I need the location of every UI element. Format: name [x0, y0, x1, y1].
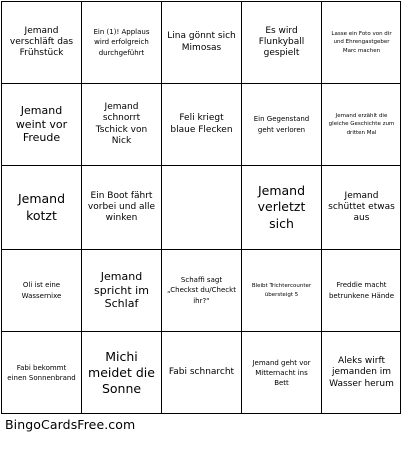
cell-text: Schaffi sagt „Checkst du/Checkt ihr?“ [167, 276, 236, 305]
cell-text: Ein Boot fährt vorbei und alle winken [87, 190, 156, 224]
cell-text: Aleks wirft jemanden im Wasser herum [329, 356, 394, 389]
bingo-cell [1, 165, 81, 249]
bingo-cell [161, 249, 241, 331]
cell-text: Oli ist eine Wassernixe [21, 281, 62, 300]
cell-text: Bleibt Trichtercounter übersteigt 5 [251, 282, 312, 298]
footer-brand: BingoCardsFree.com [5, 417, 136, 432]
bingo-cell [241, 83, 321, 165]
cell-text: Es wird Flunkyball gespielt [258, 25, 305, 59]
bingo-cell [1, 249, 81, 331]
cell-text: Jemand verschläft das Frühstück [9, 25, 74, 59]
bingo-cell [161, 1, 241, 83]
cell-text: Jemand geht vor Mitternacht ins Bett [252, 358, 311, 388]
cell-text: Michi meidet die Sonne [88, 348, 155, 397]
cell-text: Jemand schnorrt Tschick von Nick [95, 102, 148, 146]
bingo-cell [161, 83, 241, 165]
bingo-cell [241, 1, 321, 83]
cell-text: Jemand weint vor Freude [15, 103, 68, 145]
bingo-cell [321, 331, 401, 414]
cell-text: Lasse ein Foto von dir und Ehrengastgeber Marc machen [331, 30, 392, 54]
cell-text: Freddie macht betrunkene Hände [328, 281, 395, 300]
bingo-cell [81, 1, 161, 83]
cell-text: Lina gönnt sich Mimosas [167, 31, 236, 53]
bingo-cell [321, 1, 401, 83]
bingo-cell [1, 331, 81, 414]
free-space-cell [161, 165, 241, 249]
cell-text: Ein Gegenstand geht verloren [253, 115, 310, 134]
bingo-cell [241, 249, 321, 331]
cell-text: Jemand erzählt die gleiche Geschichte zum dritten Mal [328, 112, 395, 136]
cell-text: Jemand spricht im Schlaf [94, 269, 149, 311]
bingo-cell [241, 165, 321, 249]
bingo-cell [321, 83, 401, 165]
cell-text: Feli kriegt blaue Flecken [170, 113, 233, 135]
bingo-cell [81, 331, 161, 414]
cell-text: Jemand schüttet etwas aus [328, 190, 395, 224]
bingo-cell [161, 331, 241, 414]
bingo-board [1, 1, 401, 414]
bingo-cell [81, 83, 161, 165]
cell-text: Jemand verletzt sich [257, 183, 306, 231]
bingo-cell [81, 249, 161, 331]
bingo-cell [241, 331, 321, 414]
cell-text: Jemand kotzt [17, 191, 66, 223]
bingo-cell [81, 165, 161, 249]
bingo-cell [1, 1, 81, 83]
cell-text: Fabi schnarcht [168, 367, 235, 378]
bingo-cell [321, 249, 401, 331]
bingo-cell [1, 83, 81, 165]
bingo-cell [321, 165, 401, 249]
cell-text: Fabi bekommt einen Sonnenbrand [7, 363, 76, 382]
cell-text: Ein (1)! Applaus wird erfolgreich durchgeführt [93, 28, 150, 57]
